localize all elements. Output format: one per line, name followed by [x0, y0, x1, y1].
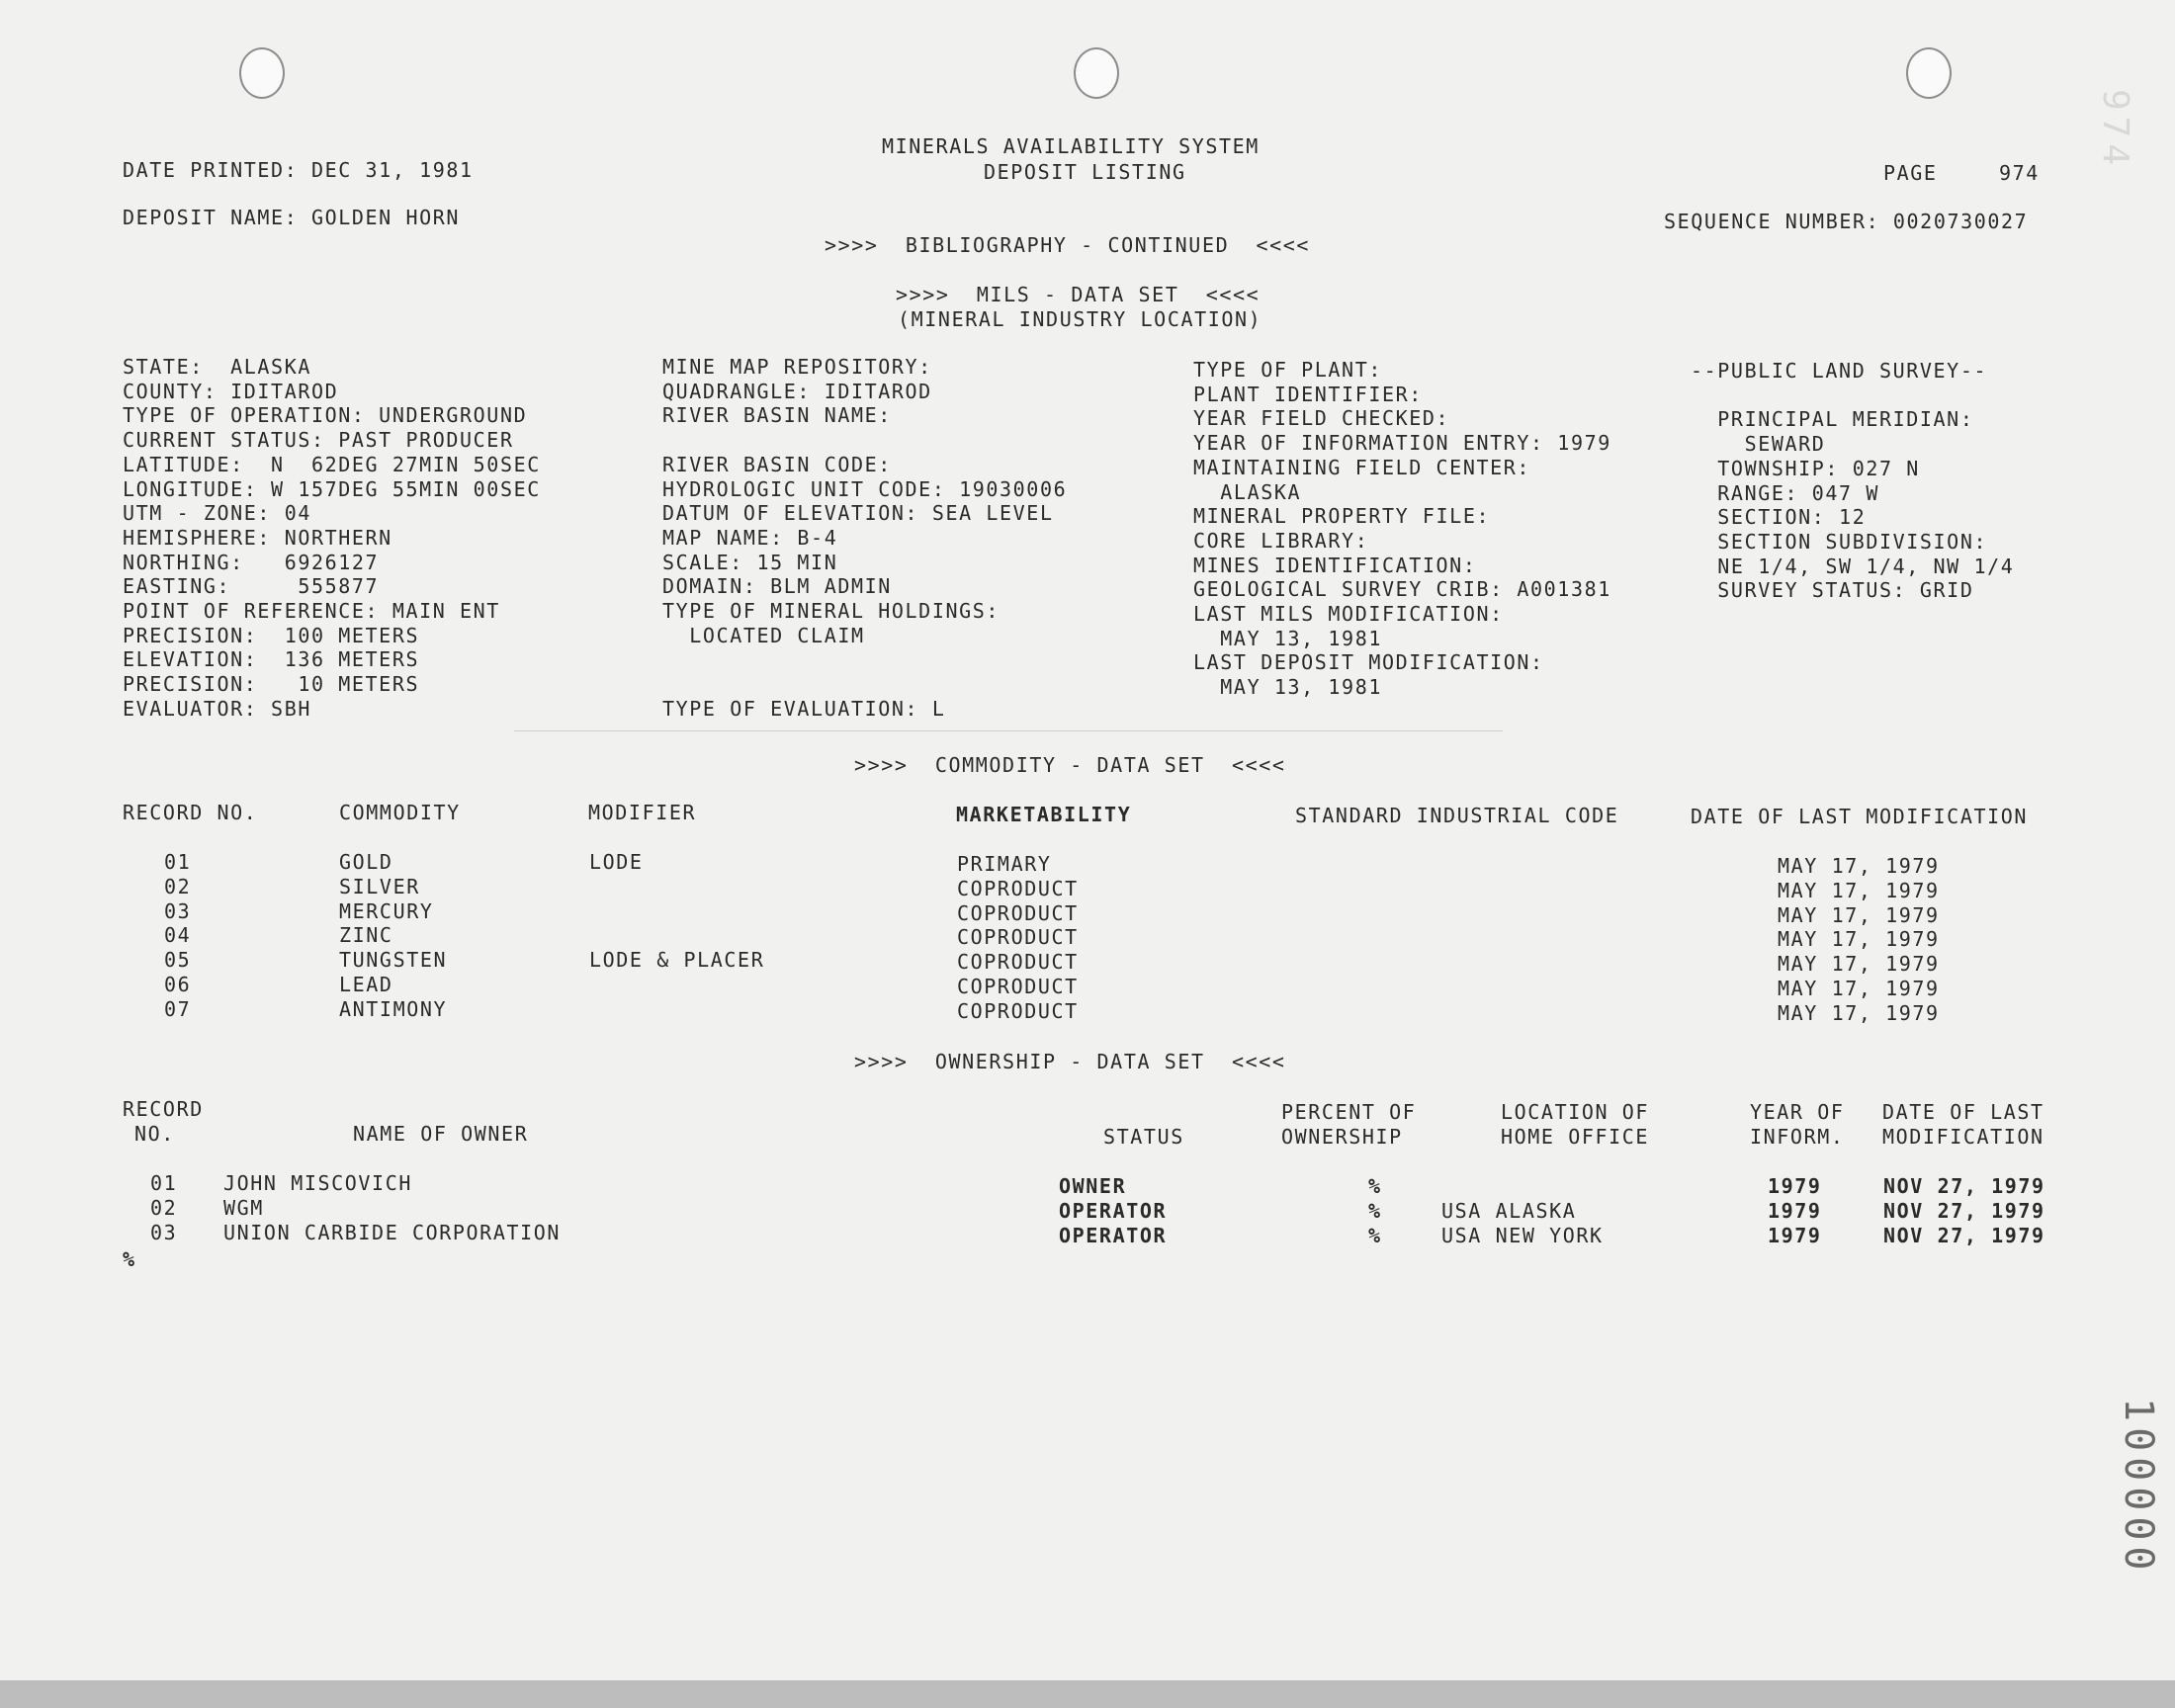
commodity-name: GOLD	[339, 850, 393, 874]
mils-field: NORTHING: 6926127	[123, 551, 380, 574]
mils-field: YEAR FIELD CHECKED:	[1193, 406, 1450, 430]
mils-field: MINERAL PROPERTY FILE:	[1193, 504, 1491, 528]
ownership-header-date-2: MODIFICATION	[1882, 1125, 2044, 1149]
commodity-header-record: RECORD NO.	[123, 801, 258, 824]
mils-field: LOCATED CLAIM	[662, 624, 865, 647]
commodity-marketability: COPRODUCT	[957, 975, 1079, 998]
ownership-header-name: NAME OF OWNER	[353, 1122, 529, 1146]
page-label: PAGE	[1883, 161, 1938, 185]
owner-percent: %	[1368, 1199, 1382, 1223]
ownership-header-date-1: DATE OF LAST	[1882, 1100, 2044, 1124]
commodity-name: ZINC	[339, 923, 393, 947]
commodity-header-date: DATE OF LAST MODIFICATION	[1691, 805, 2029, 828]
commodity-record-no: 03	[164, 899, 192, 923]
mils-field: EASTING: 555877	[123, 574, 380, 598]
owner-name: JOHN MISCOVICH	[223, 1171, 412, 1195]
commodity-date: MAY 17, 1979	[1778, 854, 1940, 878]
page-number: 974	[1999, 161, 2040, 185]
ownership-header-year-1: YEAR OF	[1750, 1100, 1845, 1124]
mils-field: TYPE OF OPERATION: UNDERGROUND	[123, 403, 528, 427]
owner-name: UNION CARBIDE CORPORATION	[223, 1221, 562, 1244]
commodity-modifier: LODE	[589, 850, 644, 874]
owner-modification-date: NOV 27, 1979	[1883, 1224, 2045, 1247]
commodity-date: MAY 17, 1979	[1778, 977, 1940, 1000]
section-mils: >>>> MILS - DATA SET <<<<	[896, 283, 1261, 306]
mils-field: STATE: ALASKA	[123, 355, 311, 379]
mils-field: DOMAIN: BLM ADMIN	[662, 574, 892, 598]
ownership-header-percent-2: OWNERSHIP	[1281, 1125, 1403, 1149]
mils-field: POINT OF REFERENCE: MAIN ENT	[123, 599, 500, 623]
owner-home-office: USA ALASKA	[1441, 1199, 1577, 1223]
mils-field: HYDROLOGIC UNIT CODE: 19030006	[662, 477, 1068, 501]
section-commodity: >>>> COMMODITY - DATA SET <<<<	[854, 753, 1286, 777]
mils-field: PRECISION: 100 METERS	[123, 624, 420, 647]
section-mils-subtitle: (MINERAL INDUSTRY LOCATION)	[898, 307, 1262, 331]
owner-year: 1979	[1768, 1224, 1822, 1247]
ownership-header-location-1: LOCATION OF	[1501, 1100, 1650, 1124]
listing-title: DEPOSIT LISTING	[984, 160, 1186, 184]
mils-field: SEWARD	[1691, 432, 1826, 456]
mils-field: SECTION SUBDIVISION:	[1691, 530, 1988, 554]
commodity-header-commodity: COMMODITY	[339, 801, 461, 824]
ownership-header-year-2: INFORM.	[1750, 1125, 1845, 1149]
mils-field: LATITUDE: N 62DEG 27MIN 50SEC	[123, 453, 541, 476]
mils-field: EVALUATOR: SBH	[123, 697, 311, 721]
sequence-number: SEQUENCE NUMBER: 0020730027	[1664, 210, 2029, 233]
commodity-marketability: COPRODUCT	[957, 877, 1079, 900]
mils-field: CURRENT STATUS: PAST PRODUCER	[123, 428, 514, 452]
commodity-modifier: LODE & PLACER	[589, 948, 765, 972]
commodity-marketability: COPRODUCT	[957, 999, 1079, 1023]
commodity-record-no: 01	[164, 850, 192, 874]
mils-field: NE 1/4, SW 1/4, NW 1/4	[1691, 555, 2015, 578]
commodity-name: MERCURY	[339, 899, 434, 923]
commodity-date: MAY 17, 1979	[1778, 927, 1940, 951]
mils-field: TYPE OF MINERAL HOLDINGS:	[662, 599, 1000, 623]
owner-status: OPERATOR	[1059, 1199, 1168, 1223]
mils-field: PRECISION: 10 METERS	[123, 672, 420, 696]
mils-field: GEOLOGICAL SURVEY CRIB: A001381	[1193, 577, 1611, 601]
owner-year: 1979	[1768, 1199, 1822, 1223]
mils-field: TOWNSHIP: 027 N	[1691, 457, 1920, 480]
punch-hole-left	[239, 47, 285, 99]
mils-field: QUADRANGLE: IDITAROD	[662, 380, 932, 403]
mils-field: RIVER BASIN NAME:	[662, 403, 892, 427]
punch-hole-center	[1074, 47, 1119, 99]
mils-field: SCALE: 15 MIN	[662, 551, 838, 574]
owner-record-no: 03	[150, 1221, 178, 1244]
mils-field: RANGE: 047 W	[1691, 481, 1879, 505]
mils-field: MINES IDENTIFICATION:	[1193, 554, 1477, 577]
faint-stamp-number: 974	[2095, 89, 2135, 172]
ownership-header-status: STATUS	[1103, 1125, 1184, 1149]
mils-field: RIVER BASIN CODE:	[662, 453, 892, 476]
commodity-marketability: PRIMARY	[957, 852, 1052, 876]
ownership-header-percent-1: PERCENT OF	[1281, 1100, 1417, 1124]
commodity-record-no: 07	[164, 997, 192, 1021]
mils-field: CORE LIBRARY:	[1193, 529, 1369, 553]
mils-field: PLANT IDENTIFIER:	[1193, 383, 1423, 406]
mils-field: YEAR OF INFORMATION ENTRY: 1979	[1193, 431, 1611, 455]
system-title: MINERALS AVAILABILITY SYSTEM	[882, 134, 1260, 158]
commodity-name: TUNGSTEN	[339, 948, 448, 972]
commodity-record-no: 02	[164, 875, 192, 898]
commodity-record-no: 06	[164, 973, 192, 996]
divider-rule	[514, 730, 1503, 731]
owner-status: OPERATOR	[1059, 1224, 1168, 1247]
mils-field: MAP NAME: B-4	[662, 526, 838, 550]
commodity-header-modifier: MODIFIER	[588, 801, 697, 824]
punch-hole-right	[1906, 47, 1952, 99]
mils-field: MINE MAP REPOSITORY:	[662, 355, 932, 379]
mils-field: PRINCIPAL MERIDIAN:	[1691, 407, 1974, 431]
mils-field: UTM - ZONE: 04	[123, 501, 311, 525]
mils-field: LONGITUDE: W 157DEG 55MIN 00SEC	[123, 477, 541, 501]
commodity-header-sic: STANDARD INDUSTRIAL CODE	[1295, 804, 1619, 827]
end-of-listing-mark: %	[123, 1247, 136, 1271]
ownership-header-record-1: RECORD	[123, 1097, 204, 1121]
owner-home-office: USA NEW YORK	[1441, 1224, 1604, 1247]
owner-name: WGM	[223, 1196, 264, 1220]
frame-stamp-number: 100000	[2116, 1398, 2161, 1577]
commodity-date: MAY 17, 1979	[1778, 1001, 1940, 1025]
mils-field: ELEVATION: 136 METERS	[123, 647, 420, 671]
owner-percent: %	[1368, 1224, 1382, 1247]
commodity-header-marketability: MARKETABILITY	[956, 803, 1132, 826]
commodity-date: MAY 17, 1979	[1778, 879, 1940, 902]
commodity-name: SILVER	[339, 875, 420, 898]
owner-year: 1979	[1768, 1174, 1822, 1198]
mils-field: MAY 13, 1981	[1193, 675, 1382, 699]
commodity-marketability: COPRODUCT	[957, 901, 1079, 925]
section-bibliography: >>>> BIBLIOGRAPHY - CONTINUED <<<<	[825, 233, 1311, 257]
mils-field: LAST DEPOSIT MODIFICATION:	[1193, 650, 1544, 674]
commodity-marketability: COPRODUCT	[957, 950, 1079, 974]
owner-record-no: 01	[150, 1171, 178, 1195]
mils-field: DATUM OF ELEVATION: SEA LEVEL	[662, 501, 1054, 525]
commodity-name: ANTIMONY	[339, 997, 448, 1021]
mils-field: SECTION: 12	[1691, 505, 1867, 529]
owner-percent: %	[1368, 1174, 1382, 1198]
deposit-name: DEPOSIT NAME: GOLDEN HORN	[123, 206, 461, 229]
mils-field: MAY 13, 1981	[1193, 627, 1382, 650]
mils-field: TYPE OF PLANT:	[1193, 358, 1382, 382]
commodity-date: MAY 17, 1979	[1778, 903, 1940, 927]
ownership-header-location-2: HOME OFFICE	[1501, 1125, 1650, 1149]
commodity-date: MAY 17, 1979	[1778, 952, 1940, 976]
commodity-marketability: COPRODUCT	[957, 925, 1079, 949]
owner-modification-date: NOV 27, 1979	[1883, 1199, 2045, 1223]
mils-field: HEMISPHERE: NORTHERN	[123, 526, 392, 550]
owner-modification-date: NOV 27, 1979	[1883, 1174, 2045, 1198]
mils-field: SURVEY STATUS: GRID	[1691, 578, 1974, 602]
ownership-header-record-2: NO.	[134, 1122, 175, 1146]
commodity-record-no: 04	[164, 923, 192, 947]
mils-field: COUNTY: IDITAROD	[123, 380, 339, 403]
mils-field: MAINTAINING FIELD CENTER:	[1193, 456, 1531, 479]
owner-status: OWNER	[1059, 1174, 1127, 1198]
mils-field: TYPE OF EVALUATION: L	[662, 697, 946, 721]
mils-field: LAST MILS MODIFICATION:	[1193, 602, 1504, 626]
mils-field: ALASKA	[1193, 480, 1302, 504]
date-printed: DATE PRINTED: DEC 31, 1981	[123, 158, 474, 182]
section-ownership: >>>> OWNERSHIP - DATA SET <<<<	[854, 1050, 1286, 1073]
commodity-name: LEAD	[339, 973, 393, 996]
commodity-record-no: 05	[164, 948, 192, 972]
owner-record-no: 02	[150, 1196, 178, 1220]
mils-field: --PUBLIC LAND SURVEY--	[1691, 359, 1988, 383]
